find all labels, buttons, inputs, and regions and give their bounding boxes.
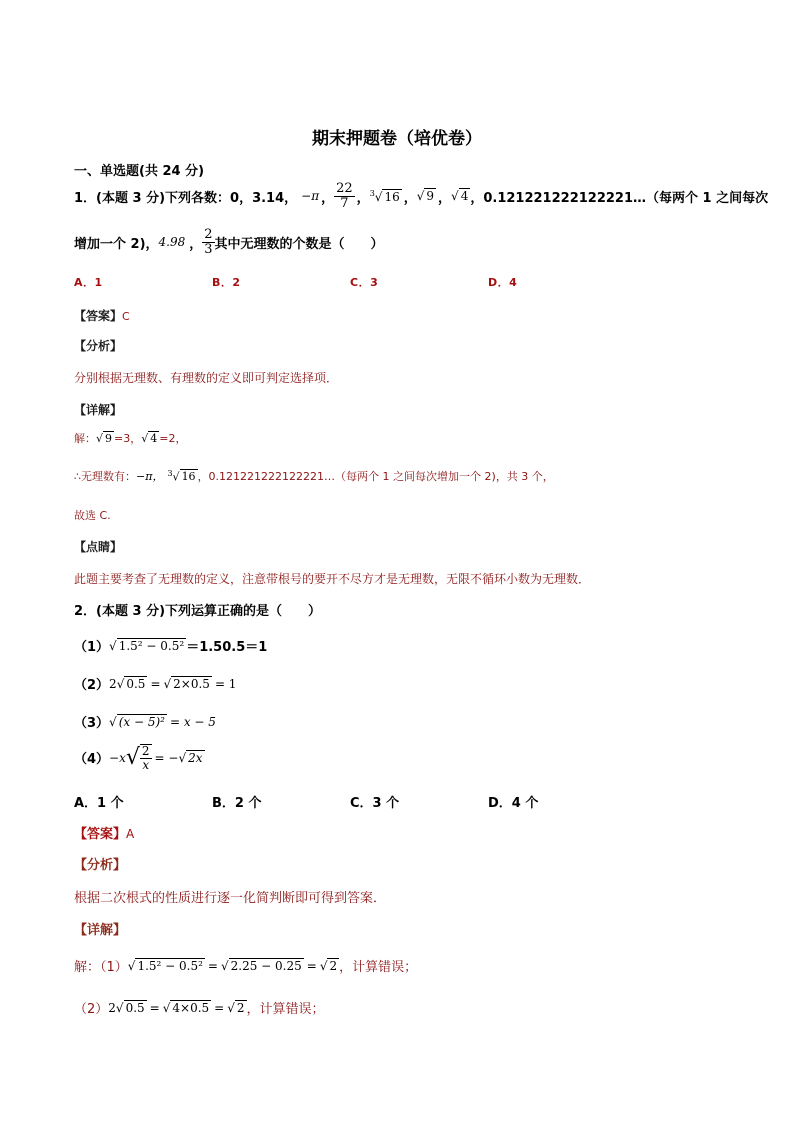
q1-stem-a: 1．(本题 3 分)下列各数：0，3.14， [74,190,298,206]
page-title: 期末押题卷（培优卷） [312,129,482,149]
q1-stem-b: ，0.121221222122221…（每两个 1 之间每次 [470,190,769,206]
radicand: 2.25 − 0.25 [230,958,302,973]
q1-answer-value: C [122,310,130,323]
radicand: 4 [460,189,469,204]
detail-suffix: ，计算错误； [339,960,418,975]
q2-stem: 2．(本题 3 分)下列运算正确的是（ ） [74,604,322,619]
radicand: 16 [384,189,400,204]
q2-detail-line2: （2） 2 √ 0.5 = √ 4×0.5 = √ 2 ，计算错误； [74,998,325,1017]
q1-sqrt-4: √ 4 [451,189,469,204]
sqrt-rhs: √ 2x [178,750,203,765]
item-label: （1） [74,640,110,655]
radicand: 4 [150,431,158,445]
result: = 1 [214,676,237,691]
q2-analysis-tag: 【分析】 [74,858,127,873]
detail-suffix: ，计算错误； [246,1002,325,1017]
coefficient: −x [109,750,126,765]
sqrt-rhs: √ 2×0.5 [163,676,210,691]
q1-repeating-decimal: 4.98 [158,235,186,250]
q1-analysis-tag: 【分析】 [74,339,123,353]
q1-answer-tag: 【答案】 [74,309,123,323]
q1-detail-line3: 故选 C. [74,509,111,522]
radicand: 4×0.5 [172,1000,210,1015]
item-label: （4） [74,752,110,768]
radicand: 2 [329,958,338,973]
sqrt-1: √ 1.5² − 0.5² [127,958,203,973]
coefficient: 2 [108,1000,116,1015]
radicand: 1.5² − 0.5² [137,958,203,973]
q1-analysis-text: 分别根据无理数、有理数的定义即可判定选择项． [74,371,339,385]
item-rest: = − [154,750,179,765]
radicand: 2×0.5 [173,676,210,691]
fraction-numerator: 22 [336,181,353,196]
q2-detail-tag: 【详解】 [74,923,127,938]
q2-option-c[interactable]: C．3 个 [350,796,400,811]
equals: = [150,676,161,691]
q1-stem-d: 其中无理数的个数是（ ） [214,236,384,252]
radicand: 9 [105,431,113,445]
fraction-denominator: 3 [204,241,213,257]
q1-option-b[interactable]: B．2 [212,276,241,289]
fraction [140,744,152,771]
fraction-denominator: 7 [340,195,349,211]
radicand: (x − 5)² [118,714,165,729]
detail-rest: ，0.121221222122221…（每两个 1 之间每次增加一个 2)，共 3 个， [197,470,554,483]
radicand: 9 [426,189,435,204]
q2-option-a[interactable]: A．1 个 [74,796,124,811]
q1-stem-line1: 1．(本题 3 分)下列各数：0，3.14， −π ， $\frac{22}{7}$ ， $^3$√ 16 ， √ 9 ， √ 4 ，0.121221222122221…（每两个 1 之间每次 [74,181,769,211]
q1-detail-tag: 【详解】 [74,403,123,417]
sqrt-lhs: √ 0.5 [116,676,146,691]
sqrt-4: √ 4 [141,431,158,445]
detail-eq2: =2， [159,432,187,445]
q2-detail-line1: 解：（1） √ 1.5² − 0.5² = √ 2.25 − 0.25 = √ 2 ，计算错误； [74,956,417,975]
q2-option-b[interactable]: B．2 个 [212,796,262,811]
sqrt-expression: √ 1.5² − 0.5² [109,638,185,653]
q1-fraction-22-7 [334,182,355,210]
q1-comment-text: 此题主要考查了无理数的定义，注意带根号的要开不尽方才是无理数，无限不循环小数为无理数． [74,572,591,586]
sqrt-3: √ 2 [319,958,338,973]
q2-answer-value: A [126,827,135,841]
item-rest: ＝1.50.5＝1 [186,640,268,655]
q2-option-d[interactable]: D．4 个 [488,796,539,811]
coefficient: 2 [109,676,117,691]
q1-neg-pi: −π [301,189,320,204]
sqrt-2: √ 2.25 − 0.25 [220,958,302,973]
sqrt-9: √ 9 [96,431,113,445]
sqrt-3: √ 2 [227,1000,245,1015]
detail-prefix: ∴无理数有： [74,470,136,483]
q2-analysis-text: 根据二次根式的性质进行逐一化简判断即可得到答案． [74,891,387,906]
q2-answer-tag: 【答案】 [74,827,127,842]
q1-detail-line1 [74,430,186,446]
radicand: 1.5² − 0.5² [118,638,185,653]
detail-prefix: （2） [74,1002,109,1017]
section-header: 一、单选题(共 24 分) [74,164,205,179]
q2-item-2 [74,674,236,693]
q1-detail-line2 [74,468,554,484]
sqrt-2: √ 4×0.5 [162,1000,210,1015]
radicand: 0.5 [126,676,146,691]
neg-pi: −π， [136,470,164,483]
q1-cube-root-16: $^3$√ 16 [369,188,400,204]
q2-item-1 [74,636,267,655]
radicand: 0.5 [125,1000,145,1015]
sqrt-fraction: √ $\frac{2}{x}$ [125,744,150,772]
radicand: 2 [236,1000,245,1015]
sqrt-expression: √ (x − 5)² [109,714,165,729]
q1-option-a[interactable]: A．1 [74,276,103,289]
detail-prefix: 解： [74,432,96,445]
fraction-numerator: 2 [141,744,150,758]
q2-item-4 [74,744,205,771]
q1-fraction-2-3 [202,228,214,256]
q2-answer-row [74,823,134,842]
q2-item-3 [74,712,216,731]
q1-option-d[interactable]: D．4 [488,276,518,289]
detail-prefix: 解：（1） [74,960,128,975]
q1-stem-line2: 增加一个 2)， 4.98 ， $\frac{2}{3}$ 其中无理数的个数是（ ） [74,227,384,257]
item-rest: = x − 5 [169,714,216,729]
sqrt-1: √ 0.5 [115,1000,145,1015]
q1-sqrt-9: √ 9 [416,189,435,204]
radicand: 16 [181,470,196,484]
q1-stem-c: 增加一个 2)， [74,236,159,252]
fraction-numerator: 2 [204,227,213,242]
q1-answer-row [74,305,130,324]
q1-option-c[interactable]: C．3 [350,276,379,289]
radicand: 2x [188,750,203,765]
detail-eq1: =3， [114,432,142,445]
item-label: （3） [74,716,110,731]
q1-comment-tag: 【点睛】 [74,540,123,554]
cube-root-16: $^3$√ 16 [167,468,196,484]
item-label: （2） [74,678,110,693]
fraction-denominator: x [142,757,150,772]
